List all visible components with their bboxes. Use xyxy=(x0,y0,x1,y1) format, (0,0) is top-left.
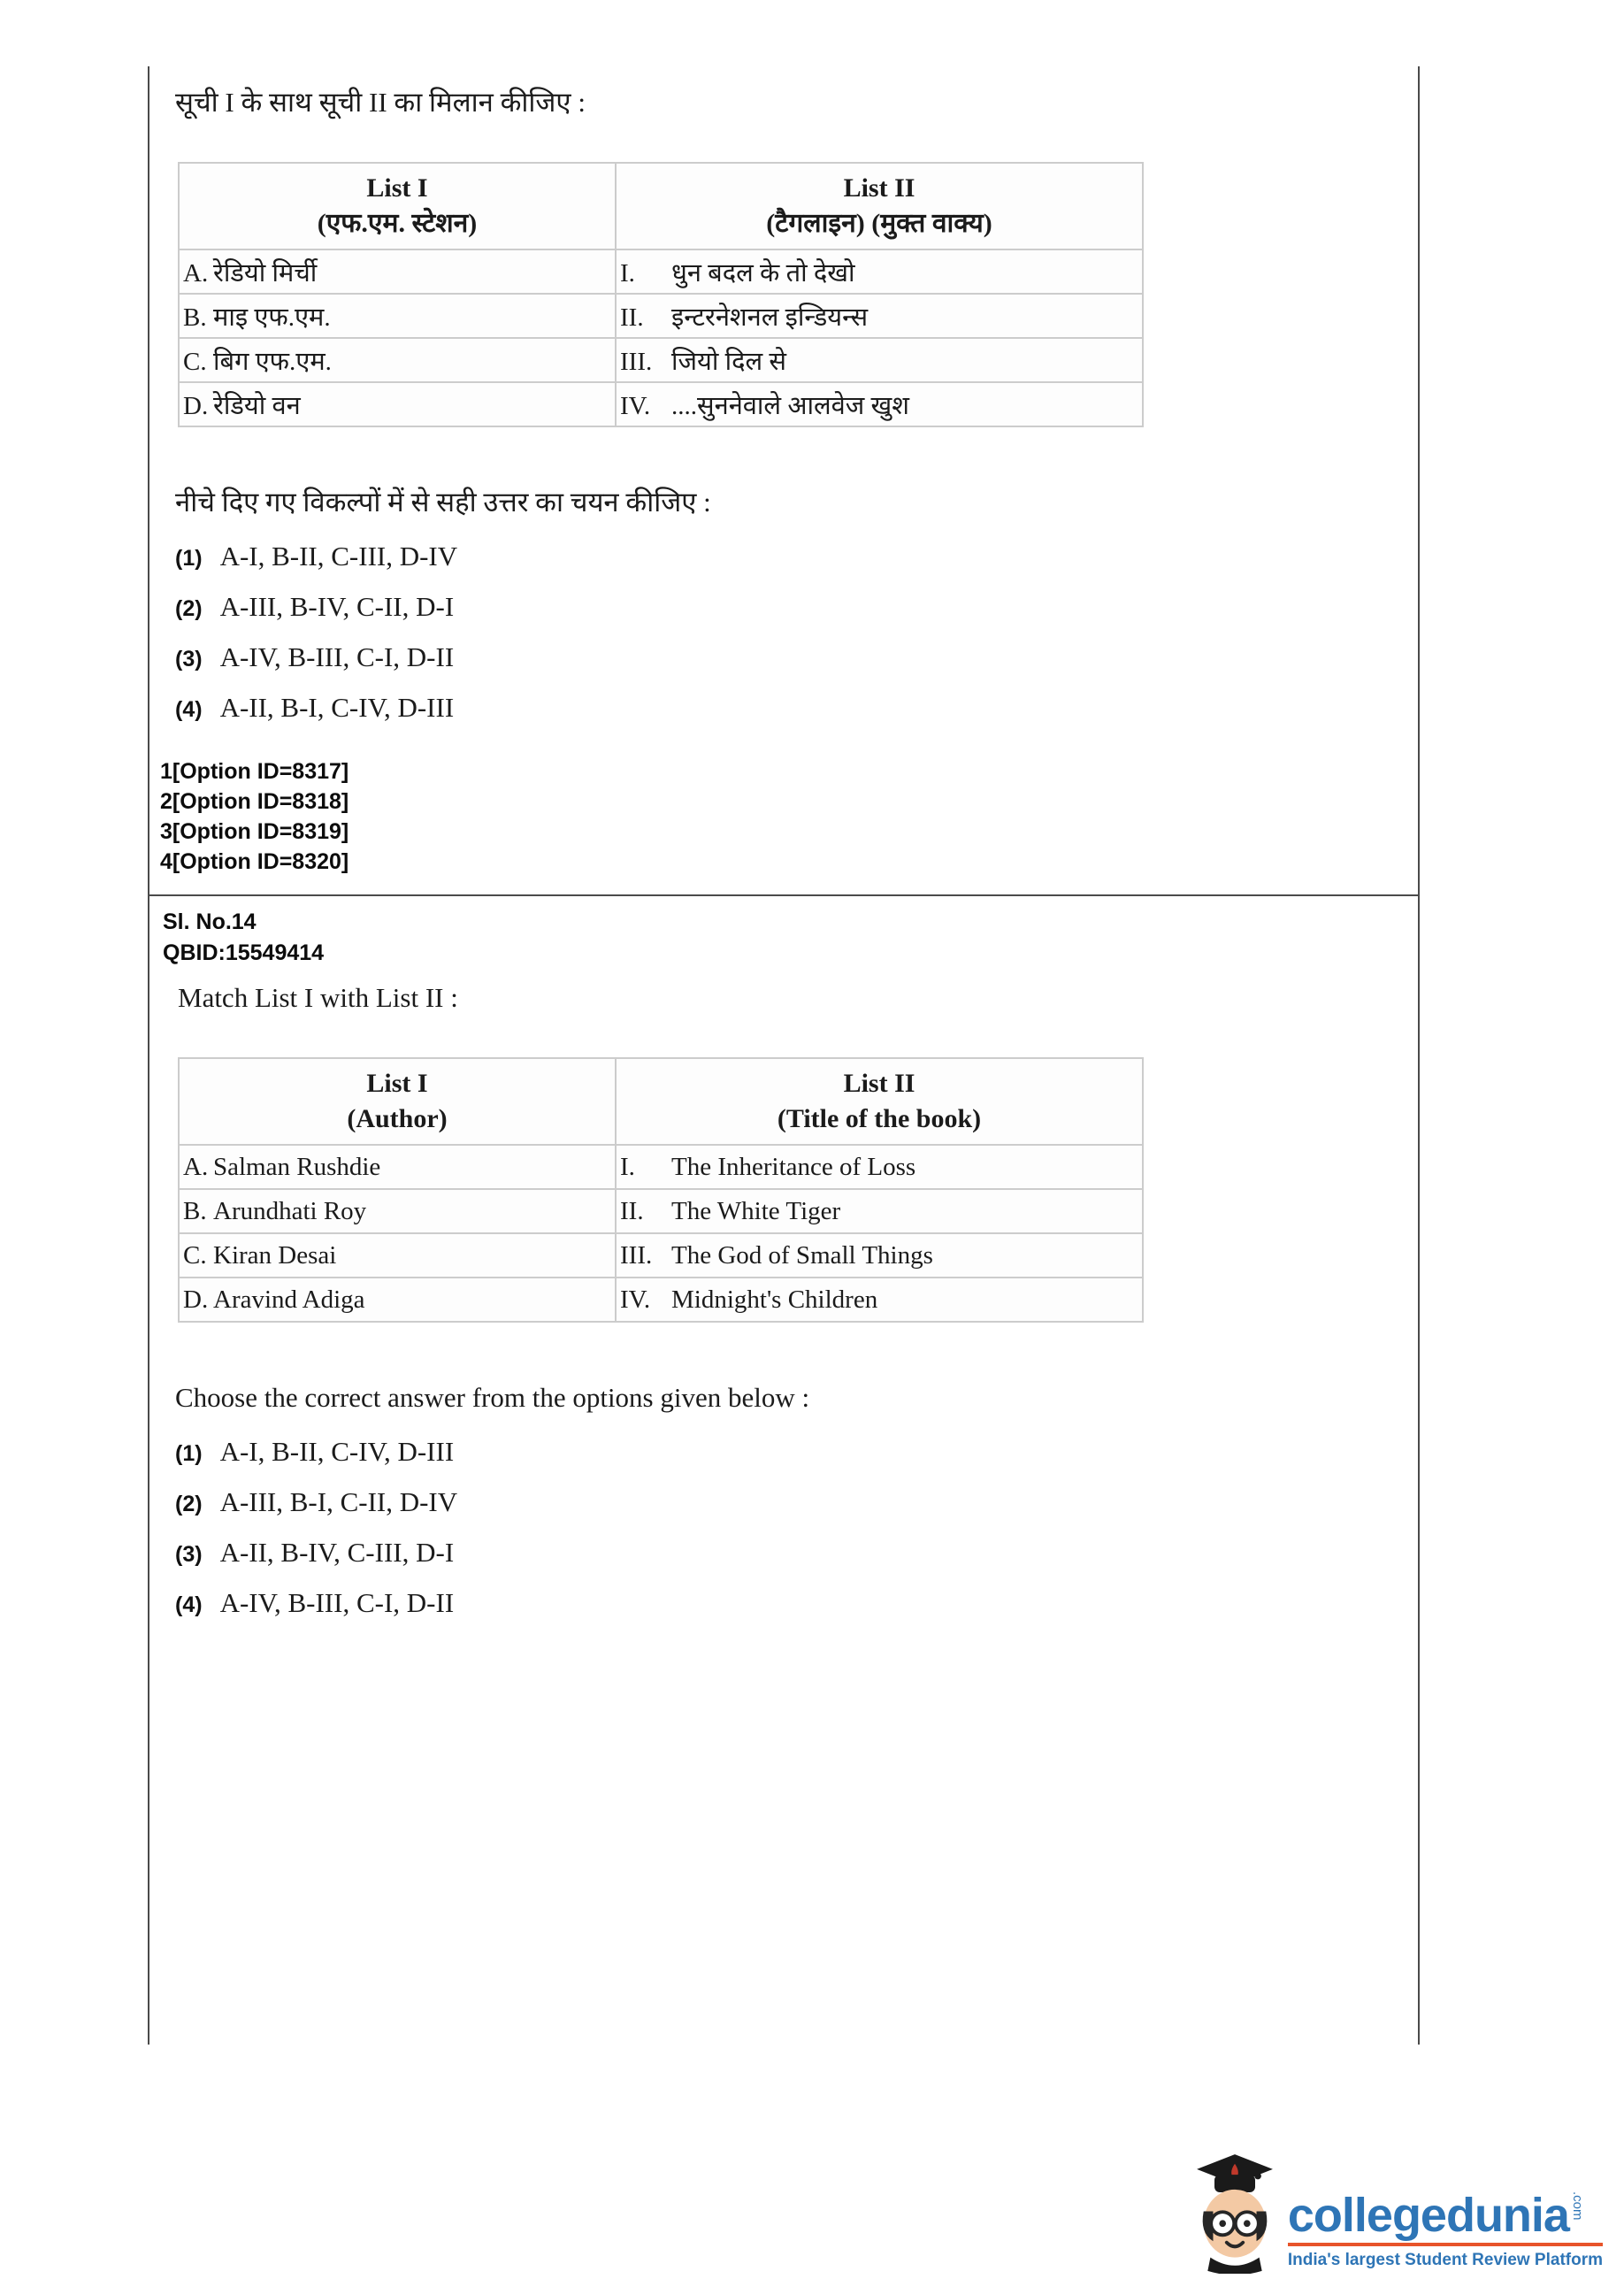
list2-header xyxy=(616,163,1143,249)
row-roman: IV. xyxy=(620,391,651,420)
list2-cell xyxy=(616,1278,1143,1322)
list2-value: The Inheritance of Loss xyxy=(671,1152,916,1181)
row-roman: I. xyxy=(620,1152,635,1181)
row-letter: B. xyxy=(183,303,207,332)
row-letter: D. xyxy=(183,1285,209,1314)
list1-header xyxy=(179,1058,616,1145)
brand-underline xyxy=(1288,2243,1603,2246)
option-4 xyxy=(175,1587,1418,1618)
list2-subtitle: (Title of the book) xyxy=(777,1104,982,1133)
content-frame xyxy=(148,66,1420,2045)
list1-cell xyxy=(179,1233,616,1278)
list2-cell xyxy=(616,382,1143,426)
list1-cell xyxy=(179,382,616,426)
table-row xyxy=(179,382,1143,426)
question-prompt: सूची I के साथ सूची II का मिलान कीजिए : xyxy=(175,87,586,118)
list2-value: इन्टरनेशनल इन्डियन्स xyxy=(671,303,869,332)
list1-cell xyxy=(179,294,616,338)
option-text: A-I, B-II, C-IV, D-III xyxy=(219,1436,455,1467)
option-number: (4) xyxy=(175,697,203,722)
option-id-block xyxy=(160,756,1418,877)
serial-number: Sl. No.14 xyxy=(163,909,257,934)
list2-value: The White Tiger xyxy=(671,1196,841,1225)
list1-value: Salman Rushdie xyxy=(213,1152,381,1181)
table-row xyxy=(179,1233,1143,1278)
list1-value: Arundhati Roy xyxy=(213,1196,367,1225)
list1-value: बिग एफ.एम. xyxy=(213,347,332,376)
table-row xyxy=(179,249,1143,294)
brand-wordmark: collegedunia xyxy=(1287,2189,1569,2242)
qbid: QBID:15549414 xyxy=(163,940,325,965)
match-table-1 xyxy=(178,162,1144,427)
option-id-line: 4[Option ID=8320] xyxy=(160,849,349,874)
row-letter: C. xyxy=(183,347,207,376)
list1-subtitle: (Author) xyxy=(347,1104,448,1133)
list1-cell xyxy=(179,338,616,382)
table-row xyxy=(179,1278,1143,1322)
option-number: (3) xyxy=(175,1542,203,1567)
list1-value: माइ एफ.एम. xyxy=(213,303,331,332)
option-1 xyxy=(175,541,1418,572)
option-text: A-II, B-I, C-IV, D-III xyxy=(219,692,455,723)
option-text: A-IV, B-III, C-I, D-II xyxy=(219,641,455,672)
option-text: A-IV, B-III, C-I, D-II xyxy=(219,1587,455,1618)
table-row xyxy=(179,1189,1143,1233)
list1-value: रेडियो वन xyxy=(213,391,301,420)
row-roman: III. xyxy=(620,1240,653,1270)
option-number: (1) xyxy=(175,546,203,571)
list2-subtitle: (टैगलाइन) (मुक्त वाक्य) xyxy=(766,209,992,238)
collegedunia-mascot-icon xyxy=(1194,2152,1275,2274)
list1-value: Aravind Adiga xyxy=(213,1285,365,1314)
row-roman: IV. xyxy=(620,1285,651,1314)
list1-title: List I xyxy=(366,1069,428,1098)
option-number: (4) xyxy=(175,1592,203,1617)
list1-cell xyxy=(179,1278,616,1322)
option-number: (2) xyxy=(175,1492,203,1516)
option-id-line: 2[Option ID=8318] xyxy=(160,789,349,814)
row-letter: C. xyxy=(183,1240,207,1270)
option-text: A-III, B-IV, C-II, D-I xyxy=(219,591,455,622)
list2-value: धुन बदल के तो देखो xyxy=(671,258,855,288)
option-2 xyxy=(175,591,1418,622)
option-number: (2) xyxy=(175,596,203,621)
list1-title: List I xyxy=(366,173,428,203)
question-prompt: Match List I with List II : xyxy=(178,982,458,1013)
row-roman: II. xyxy=(620,1196,644,1225)
option-3 xyxy=(175,1537,1418,1568)
option-text: A-II, B-IV, C-III, D-I xyxy=(219,1537,455,1568)
list2-value: The God of Small Things xyxy=(671,1240,933,1270)
list2-value: जियो दिल से xyxy=(671,347,787,376)
brand-block xyxy=(1288,2191,1603,2274)
table-row xyxy=(179,338,1143,382)
row-roman: I. xyxy=(620,258,635,288)
list2-header xyxy=(616,1058,1143,1145)
list2-cell xyxy=(616,338,1143,382)
list2-cell xyxy=(616,1145,1143,1189)
option-id-line: 3[Option ID=8319] xyxy=(160,819,349,844)
list2-title: List II xyxy=(843,1069,915,1098)
option-1 xyxy=(175,1436,1418,1467)
brand-tagline: India's largest Student Review Platform xyxy=(1287,2251,1603,2269)
row-letter: D. xyxy=(183,391,209,420)
options-list xyxy=(175,1436,1418,1618)
list1-cell xyxy=(179,1189,616,1233)
answer-instruction: Choose the correct answer from the options given below : xyxy=(175,1382,810,1413)
list1-cell xyxy=(179,1145,616,1189)
list1-value: रेडियो मिर्ची xyxy=(213,258,318,288)
option-id-line: 1[Option ID=8317] xyxy=(160,759,349,784)
row-letter: A. xyxy=(183,258,209,288)
list1-subtitle: (एफ.एम. स्टेशन) xyxy=(317,209,478,238)
option-number: (3) xyxy=(175,647,203,671)
list1-cell xyxy=(179,249,616,294)
list2-title: List II xyxy=(843,173,915,203)
option-3 xyxy=(175,641,1418,672)
question-block-hindi xyxy=(149,66,1418,896)
list1-value: Kiran Desai xyxy=(213,1240,337,1270)
table-header-row xyxy=(179,1058,1143,1145)
row-letter: B. xyxy=(183,1196,207,1225)
list2-value: ....सुननेवाले आलवेज खुश xyxy=(671,391,909,420)
list1-header xyxy=(179,163,616,249)
brand-suffix: .com xyxy=(1569,2191,1585,2221)
row-roman: II. xyxy=(620,303,644,332)
options-list xyxy=(175,541,1418,723)
option-4 xyxy=(175,692,1418,723)
option-text: A-I, B-II, C-III, D-IV xyxy=(219,541,458,572)
table-row xyxy=(179,1145,1143,1189)
answer-instruction: नीचे दिए गए विकल्पों में से सही उत्तर का चयन कीजिए : xyxy=(175,487,711,518)
list2-cell xyxy=(616,1189,1143,1233)
option-number: (1) xyxy=(175,1441,203,1466)
table-header-row xyxy=(179,163,1143,249)
row-letter: A. xyxy=(183,1152,209,1181)
question-block-14 xyxy=(149,896,1418,1618)
list2-cell xyxy=(616,1233,1143,1278)
list2-cell xyxy=(616,249,1143,294)
option-2 xyxy=(175,1486,1418,1517)
table-row xyxy=(179,294,1143,338)
list2-value: Midnight's Children xyxy=(671,1285,878,1314)
collegedunia-logo xyxy=(1194,2152,1603,2274)
row-roman: III. xyxy=(620,347,653,376)
list2-cell xyxy=(616,294,1143,338)
match-table-2 xyxy=(178,1057,1144,1323)
option-text: A-III, B-I, C-II, D-IV xyxy=(219,1486,458,1517)
